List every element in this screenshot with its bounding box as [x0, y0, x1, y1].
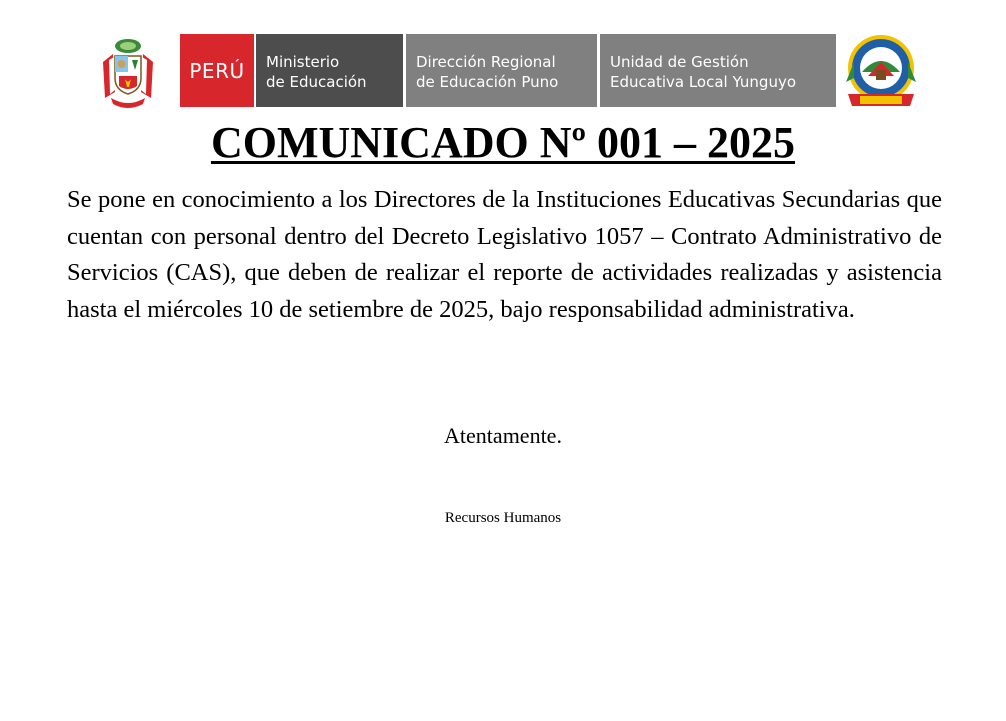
body-paragraph: Se pone en conocimiento a los Directores de la Instituciones Educativas Secundarias que cuentan con personal dentro del Decreto Legislativo 1057 – Contrato Administrativo de Servicios (CAS), que deben de realizar el reporte de actividades realizadas y asistencia hasta el miércoles 10 de setiembre de 2025, bajo responsabilidad administrativa. [67, 186, 942, 323]
page-title [0, 117, 1006, 169]
direccion-regional-label [406, 34, 597, 107]
signature-text: Recursos Humanos [444, 510, 562, 526]
ministerio-label [256, 34, 403, 107]
ugel-label [600, 34, 836, 107]
letterhead [99, 32, 923, 110]
unidad-line2: Educativa Local Yunguyo [610, 73, 797, 91]
direccion-line1: Dirección Regional [416, 53, 556, 71]
title-text: COMUNICADO Nº 001 – 2025 [210, 118, 796, 167]
peru-coat-of-arms-icon [99, 32, 157, 110]
direccion-line2: de Educación Puno [416, 73, 559, 91]
ugel-yunguyo-logo-icon [840, 32, 922, 110]
ministerio-line1: Ministerio [266, 53, 340, 71]
closing-text: Atentamente. [444, 423, 562, 448]
peru-label: PERÚ [180, 34, 254, 107]
unidad-line1: Unidad de Gestión [610, 53, 749, 71]
ministerio-line2: de Educación [266, 73, 367, 91]
